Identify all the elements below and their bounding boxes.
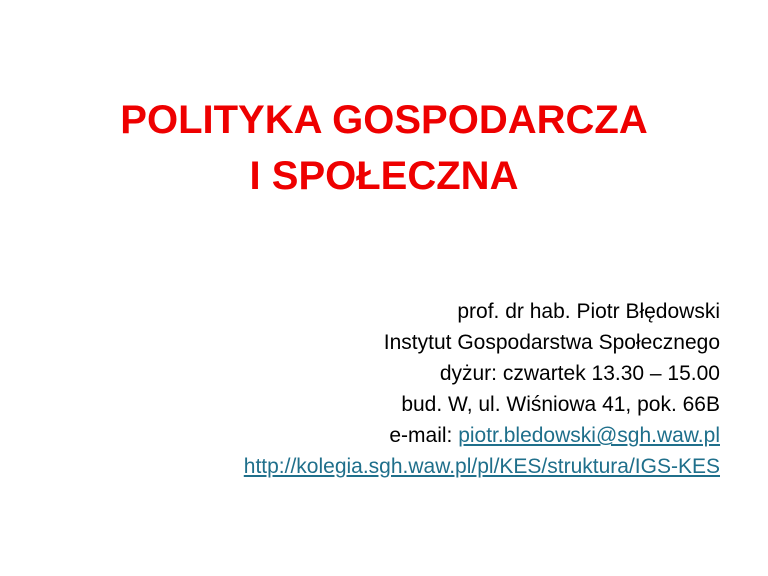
- website-row: [20, 451, 720, 482]
- presenter-institute: Instytut Gospodarstwa Społecznego: [383, 331, 720, 354]
- email-label: e-mail:: [389, 424, 459, 447]
- title-line-1: POLITYKA GOSPODARCZA: [120, 98, 648, 142]
- presenter-details: [20, 296, 720, 482]
- email-row: [20, 420, 720, 451]
- title-line-2: I SPOŁECZNA: [249, 154, 519, 198]
- office-hours: dyżur: czwartek 13.30 – 15.00: [439, 362, 720, 385]
- presenter-name: prof. dr hab. Piotr Błędowski: [457, 300, 720, 323]
- email-link[interactable]: piotr.bledowski@sgh.waw.pl: [458, 424, 720, 447]
- website-link[interactable]: http://kolegia.sgh.waw.pl/pl/KES/struktura/IGS-KES: [243, 455, 720, 478]
- office-location: bud. W, ul. Wiśniowa 41, pok. 66B: [401, 393, 720, 416]
- slide-title: [0, 92, 768, 204]
